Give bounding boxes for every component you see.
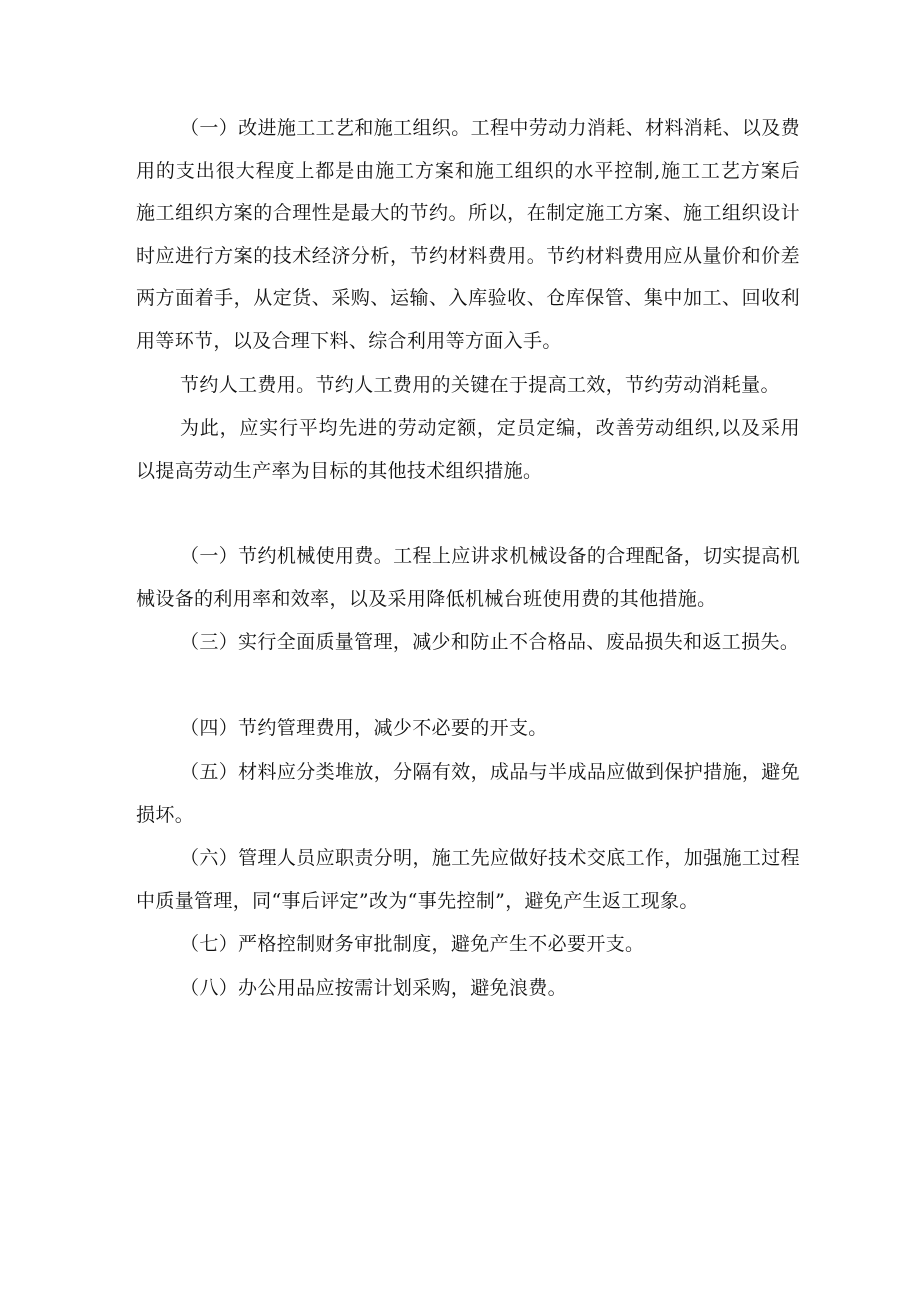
paragraph-office-supplies: （八）办公用品应按需计划采购，避免浪费。 <box>180 977 568 999</box>
paragraph-management-responsibilities: （六）管理人员应职责分明，施工先应做好技术交底工作，加强施工过程中质量管理，同“事后评定”改为“事先控制”，避免产生返工现象。 <box>136 847 800 912</box>
paragraph-material-storage: （五）材料应分类堆放，分隔有效，成品与半成品应做到保护措施，避免损坏。 <box>136 761 800 826</box>
paragraph-labor-quota-measures: 为此，应实行平均先进的劳动定额，定员定编，改善劳动组织,以及采用以提高劳动生产率为目标的其他技术组织措施。 <box>136 417 800 482</box>
paragraph-quality-management: （三）实行全面质量管理，减少和防止不合格品、废品损失和返工损失。 <box>180 631 800 653</box>
paragraph-save-management-cost: （四）节约管理费用，减少不必要的开支。 <box>180 717 548 739</box>
paragraph-financial-approval: （七）严格控制财务审批制度，避免产生不必要开支。 <box>180 933 645 955</box>
paragraph-save-machinery-cost: （一）节约机械使用费。工程上应讲求机械设备的合理配备，切实提高机械设备的利用率和效率，以及采用降低机械台班使用费的其他措施。 <box>136 545 800 610</box>
paragraph-improve-construction-process: （一）改进施工工艺和施工组织。工程中劳动力消耗、材料消耗、以及费用的支出很大程度上都是由施工方案和施工组织的水平控制,施工工艺方案后施工组织方案的合理性是最大的节约。所以，在制定施工方案、施工组织设计时应进行方案的技术经济分析，节约材料费用。节约材料费用应从量价和价差两方面着手，从定货、采购、运输、入库验收、仓库保管、集中加工、回收利用等环节，以及合理下料、综合利用等方面入手。 <box>136 117 800 352</box>
paragraph-save-labor-cost: 节约人工费用。节约人工费用的关键在于提高工效，节约劳动消耗量。 <box>180 374 780 396</box>
